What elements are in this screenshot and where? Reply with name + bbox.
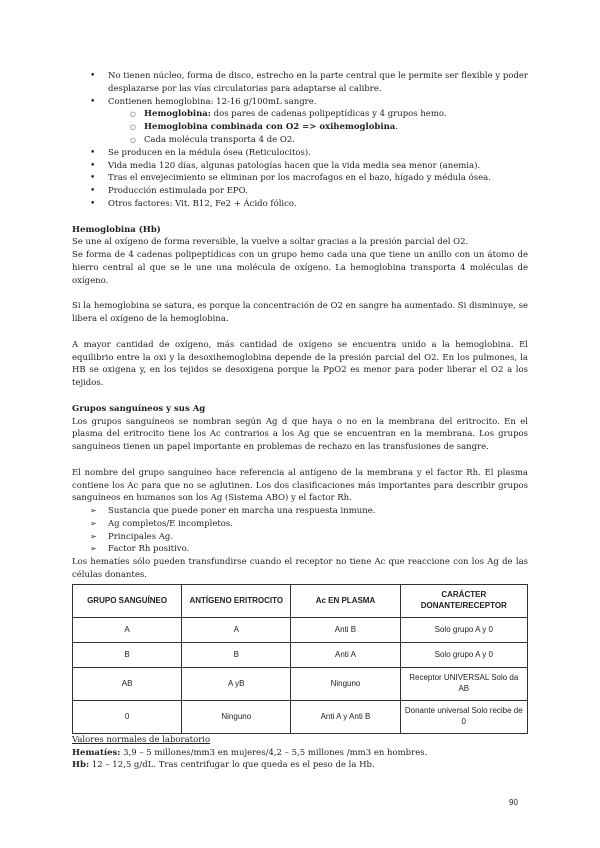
table-cell: Anti A y Anti B — [291, 700, 400, 733]
list-item: • Vida media 120 días, algunas patologías hacen que la vida media sea menor (anemia). — [72, 160, 528, 173]
table-row — [73, 642, 528, 667]
paragraph: Los grupos sanguíneos se nombran según Ag d que haya o no en la membrana del eritrocito. En el plasma del eritrocito tiene los Ac contrarios a los Ag que se encuentran en la membrana. Los grupos sanguíneos tienen un papel importante en problemas de rechazo en las transfusiones de sangre. — [72, 416, 528, 453]
column-header: ANTÍGENO ERITROCITO — [182, 584, 291, 617]
sub-term: Hemoglobina combinada con O2 => oxihemoglobina — [144, 122, 396, 133]
table-cell: A — [73, 617, 182, 642]
lab-text: 12 – 12,5 g/dL. Tras centrifugar lo que queda es el peso de la Hb. — [89, 760, 375, 771]
table-cell: Anti B — [291, 617, 400, 642]
hemoglobin-heading: Hemoglobina (Hb) — [72, 224, 161, 235]
lab-label: Hb: — [72, 760, 90, 771]
column-header: CARÁCTER DONANTE/RECEPTOR — [400, 584, 527, 617]
sub-text: dos pares de cadenas polipeptídicas y 4 grupos hemo. — [210, 109, 447, 120]
page-number: 90 — [509, 798, 518, 807]
lab-text: 3,9 – 5 millones/mm3 en mujeres/4,2 – 5,5 millones /mm3 en hombres. — [120, 747, 428, 758]
table-cell: AB — [73, 667, 182, 700]
list-item: • No tienen núcleo, forma de disco, estrecho en la parte central que le permite ser flexible y poder desplazarse por las vías circulatorias para adaptarse al calibre. — [72, 70, 528, 96]
hemoglobin-sublist — [72, 108, 528, 146]
list-item: • Contienen hemoglobina: 12-16 g/100mL sangre. — [72, 96, 528, 109]
table-cell: A — [182, 617, 291, 642]
list-item: ○ Cada molécula transporta 4 de O2. — [72, 134, 528, 147]
list-item: ➢ Ag completos/E incompletos. — [72, 518, 528, 531]
list-item: • Producción estimulada por EPO. — [72, 185, 528, 198]
blood-groups-heading: Grupos sanguíneos y sus Ag — [72, 403, 206, 414]
column-header: GRUPO SANGUÍNEO — [73, 584, 182, 617]
table-cell: Ninguno — [182, 700, 291, 733]
table-cell: 0 — [73, 700, 182, 733]
list-item: • Se producen en la médula ósea (Reticulocitos). — [72, 147, 528, 160]
antigen-list — [72, 505, 528, 556]
sub-text: . — [395, 122, 398, 133]
lab-values-heading: Valores normales de laboratorio — [72, 734, 211, 745]
list-item: ➢ Principales Ag. — [72, 531, 528, 544]
column-header: Ac EN PLASMA — [291, 584, 400, 617]
lab-value-line — [72, 747, 528, 760]
table-row — [73, 667, 528, 700]
page-content — [72, 70, 528, 772]
table-cell: B — [182, 642, 291, 667]
paragraph: Se forma de 4 cadenas polipeptídicas con un grupo hemo cada una que tiene un anillo con un átomo de hierro central al que se le une una molécula de oxígeno. La hemoglobina transporta 4 moléculas de oxígeno. — [72, 250, 528, 286]
table-header-row — [73, 584, 528, 617]
table-cell: Ninguno — [291, 667, 400, 700]
lab-value-line — [72, 759, 528, 772]
list-item: • Tras el envejecimiento se eliminan por los macrofagos en el bazo, hígado y médula ósea. — [72, 172, 528, 185]
list-item — [72, 108, 528, 121]
paragraph: Se une al oxígeno de forma reversible, la vuelve a soltar gracias a la presión parcial del O2. — [72, 237, 469, 248]
sub-term: Hemoglobina: — [144, 109, 211, 120]
table-cell: Solo grupo A y 0 — [400, 617, 527, 642]
list-item: ➢ Sustancia que puede poner en marcha una respuesta inmune. — [72, 505, 528, 518]
list-item: ➢ Factor Rh positivo. — [72, 543, 528, 556]
table-cell: Donante universal Solo recibe de 0 — [400, 700, 527, 733]
paragraph: El nombre del grupo sanguíneo hace referencia al antígeno de la membrana y el factor Rh. El plasma contiene los Ac para que no se aglutinen. Los dos clasificaciones más importantes para describir grupos sanguíneos en humanos son los Ag (Sistema ABO) y el factor Rh. — [72, 467, 528, 504]
paragraph: Si la hemoglobina se satura, es porque la concentración de O2 en sangre ha aumentado. Si disminuye, se libera el oxígeno de la hemoglobina. — [72, 301, 528, 325]
rbc-features-list — [72, 70, 528, 108]
list-item — [72, 121, 528, 134]
table-cell: Anti A — [291, 642, 400, 667]
table-cell: Solo grupo A y 0 — [400, 642, 527, 667]
blood-group-table — [72, 584, 528, 734]
rbc-features-list-2 — [72, 147, 528, 211]
list-item: • Otros factores: Vit. B12, Fe2 + Ácido fólico. — [72, 198, 528, 211]
table-cell: A yB — [182, 667, 291, 700]
paragraph: A mayor cantidad de oxígeno, más cantidad de oxígeno se encuentra unido a la hemoglobina. El equilibrio entre la oxi y la desoxihemoglobina depende de la presión parcial del O2. En los pulmones, la HB se oxigena y, en los tejidos se desoxigena porque la PpO2 es menor para poder liberar el O2 a los tejidos. — [72, 339, 528, 389]
table-row — [73, 700, 528, 733]
lab-label: Hematíes: — [72, 747, 121, 758]
table-cell: B — [73, 642, 182, 667]
table-row — [73, 617, 528, 642]
paragraph: Los hematíes sólo pueden transfundirse cuando el receptor no tiene Ac que reaccione con los Ag de las células donantes. — [72, 557, 528, 581]
table-cell: Receptor UNIVERSAL Solo da AB — [400, 667, 527, 700]
